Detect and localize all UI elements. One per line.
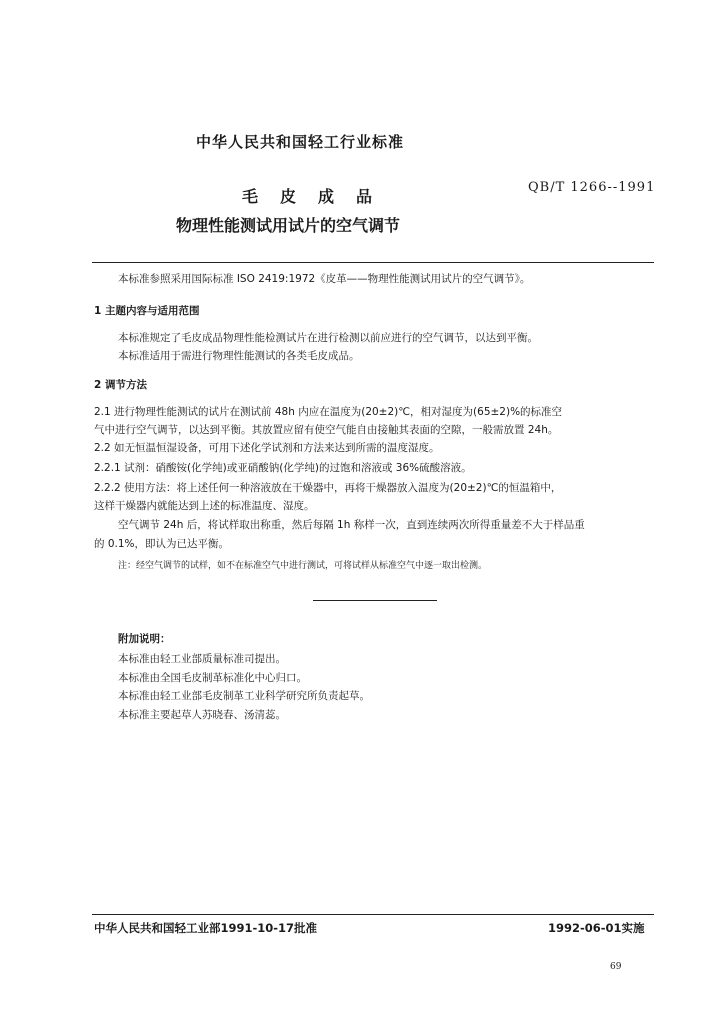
appendix-line: 本标准由轻工业部质量标准司提出。 xyxy=(118,653,286,665)
section-1-line: 本标准规定了毛皮成品物理性能检测试片在进行检测以前应进行的空气调节，以达到平衡。 xyxy=(118,332,538,344)
section-2-line: 气中进行空气调节，以达到平衡。其放置应留有使空气能自由接触其表面的空隙，一般需放置 24h。 xyxy=(94,424,559,436)
section-2-note: 注：经空气调节的试样，如不在标准空气中进行测试，可将试样从标准空气中逐一取出检测。 xyxy=(118,561,488,571)
document-title: 毛皮成品 xyxy=(242,187,395,206)
implementation-date: 1992-06-01实施 xyxy=(548,921,645,935)
section-2-heading: 2 调节方法 xyxy=(94,379,147,391)
section-2-line: 2.2.2 使用方法：将上述任何一种溶液放在干燥器中，再将干燥器放入温度为(20±2)℃的恒温箱中， xyxy=(94,482,562,494)
appendix-heading: 附加说明： xyxy=(118,633,171,645)
section-2-line: 2.1 进行物理性能测试的试片在测试前 48h 内应在温度为(20±2)℃，相对湿度为(65±2)%的标准空 xyxy=(94,406,563,418)
appendix-divider xyxy=(313,600,437,601)
appendix-line: 本标准由全国毛皮制革标准化中心归口。 xyxy=(118,672,307,684)
section-2-line: 的 0.1%，即认为已达平衡。 xyxy=(94,538,230,550)
standard-code: QB/T 1266--1991 xyxy=(528,180,656,195)
approval-date: 中华人民共和国轻工业部1991-10-17批准 xyxy=(94,921,318,935)
section-2-line: 这样干燥器内就能达到上述的标准温度、湿度。 xyxy=(94,500,315,512)
section-2-line: 2.2.1 试剂：硝酸铵(化学纯)或亚硝酸钠(化学纯)的过饱和溶液或 36%硫酸溶液。 xyxy=(94,462,472,474)
header-divider xyxy=(92,262,654,263)
document-subtitle: 物理性能测试用试片的空气调节 xyxy=(176,216,401,235)
footer-divider xyxy=(92,914,654,915)
section-2-line: 2.2 如无恒温恒湿设备，可用下述化学试剂和方法来达到所需的温度湿度。 xyxy=(94,442,440,454)
section-1-heading: 1 主题内容与适用范围 xyxy=(94,305,200,317)
section-2-line: 空气调节 24h 后，将试样取出称重，然后每隔 1h 称样一次，直到连续两次所得重量差不大于样品重 xyxy=(118,519,585,531)
appendix-line: 本标准由轻工业部毛皮制革工业科学研究所负责起草。 xyxy=(118,690,370,702)
appendix-line: 本标准主要起草人苏晓春、汤清蕊。 xyxy=(118,709,286,721)
section-1-line: 本标准适用于需进行物理性能测试的各类毛皮成品。 xyxy=(118,350,360,362)
intro-paragraph: 本标准参照采用国际标准 ISO 2419:1972《皮革——物理性能测试用试片的空气调节》。 xyxy=(118,273,531,285)
page-number: 69 xyxy=(610,962,622,972)
issuing-organization: 中华人民共和国轻工行业标准 xyxy=(196,133,405,151)
